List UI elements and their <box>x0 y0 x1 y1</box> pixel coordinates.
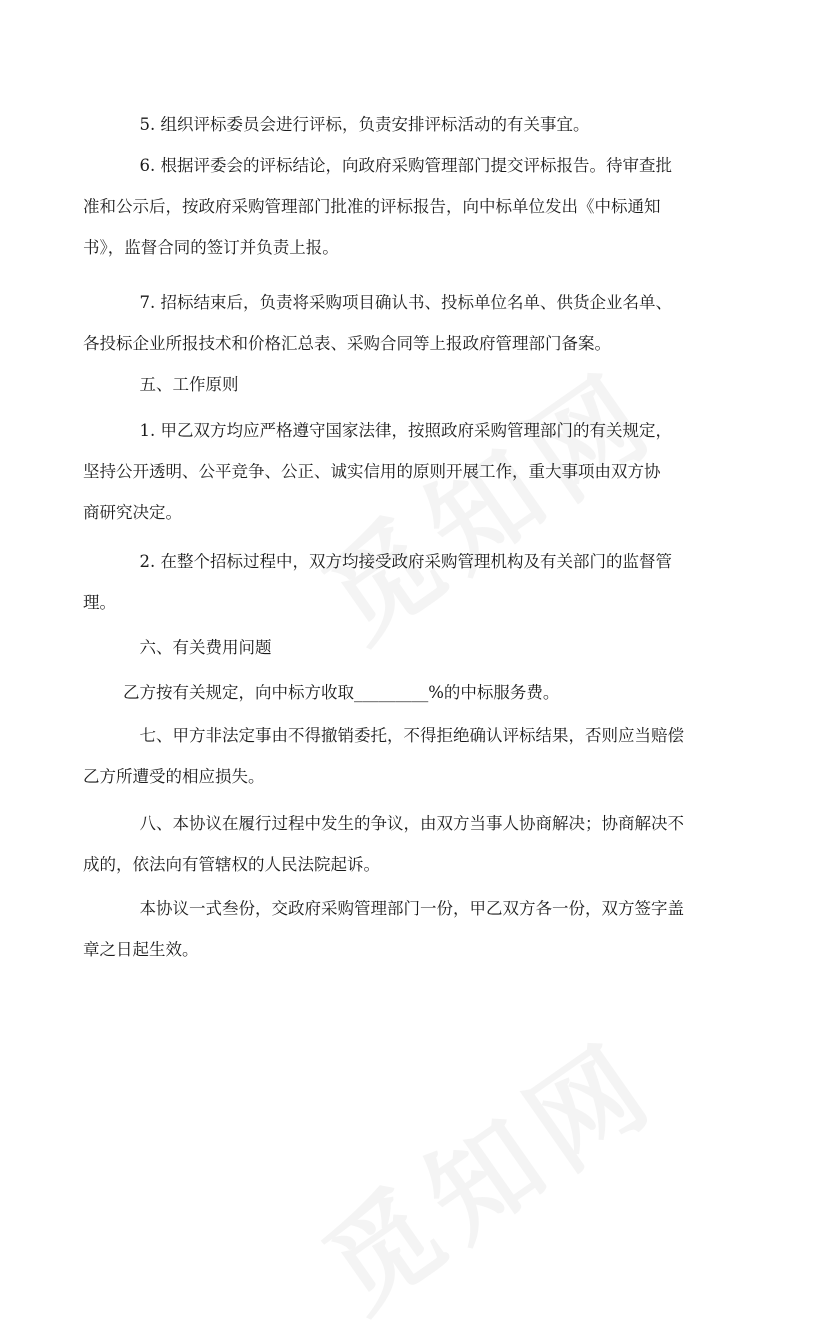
paragraph-principle-2 <box>83 541 713 623</box>
paragraph-fee-rate <box>123 672 713 713</box>
watermark-bottom <box>288 998 683 1340</box>
text-line: 乙方所遭受的相应损失。 <box>83 767 265 786</box>
text-line: 八、本协议在履行过程中发生的争议，由双方当事人协商解决；协商解决不 <box>123 814 684 833</box>
paragraph-item-7 <box>83 282 713 364</box>
text-line: 乙方按有关规定，向中标方收取_________%的中标服务费。 <box>123 683 560 702</box>
text-line: 准和公示后，按政府采购管理部门批准的评标报告，向中标单位发出《中标通知 <box>83 197 661 216</box>
section-heading-fees <box>123 627 713 668</box>
text-line: 2. 在整个招标过程中，双方均接受政府采购管理机构及有关部门的监督管 <box>123 552 672 571</box>
text-line: 本协议一式叁份，交政府采购管理部门一份，甲乙双方各一份，双方签字盖 <box>123 899 684 918</box>
text-line: 理。 <box>83 593 116 612</box>
text-line: 章之日起生效。 <box>83 940 199 959</box>
text-line: 7. 招标结束后，负责将采购项目确认书、投标单位名单、供货企业名单、 <box>123 293 672 312</box>
section-heading-work-principles <box>123 364 713 405</box>
paragraph-item-6 <box>83 145 713 268</box>
text-line: 商研究决定。 <box>83 503 182 522</box>
paragraph-item-5 <box>123 104 713 145</box>
paragraph-effectiveness <box>83 888 713 970</box>
paragraph-principle-1 <box>83 410 713 533</box>
text-line: 成的，依法向有管辖权的人民法院起诉。 <box>83 855 380 874</box>
text-line: 六、有关费用问题 <box>123 638 272 657</box>
text-line: 1. 甲乙双方均应严格遵守国家法律，按照政府采购管理部门的有关规定， <box>123 421 672 440</box>
text-line: 各投标企业所报技术和价格汇总表、采购合同等上报政府管理部门备案。 <box>83 334 611 353</box>
text-line: 6. 根据评委会的评标结论，向政府采购管理部门提交评标报告。待审查批 <box>123 156 672 175</box>
text-line: 书》，监督合同的签订并负责上报。 <box>83 238 339 257</box>
paragraph-clause-8 <box>83 803 713 885</box>
text-line: 七、甲方非法定事由不得撤销委托，不得拒绝确认评标结果，否则应当赔偿 <box>123 726 684 745</box>
paragraph-clause-7 <box>83 715 713 797</box>
text-line: 5. 组织评标委员会进行评标，负责安排评标活动的有关事宜。 <box>123 115 590 134</box>
text-line: 五、工作原则 <box>123 375 239 394</box>
text-line: 坚持公开透明、公平竞争、公正、诚实信用的原则开展工作，重大事项由双方协 <box>83 462 661 481</box>
